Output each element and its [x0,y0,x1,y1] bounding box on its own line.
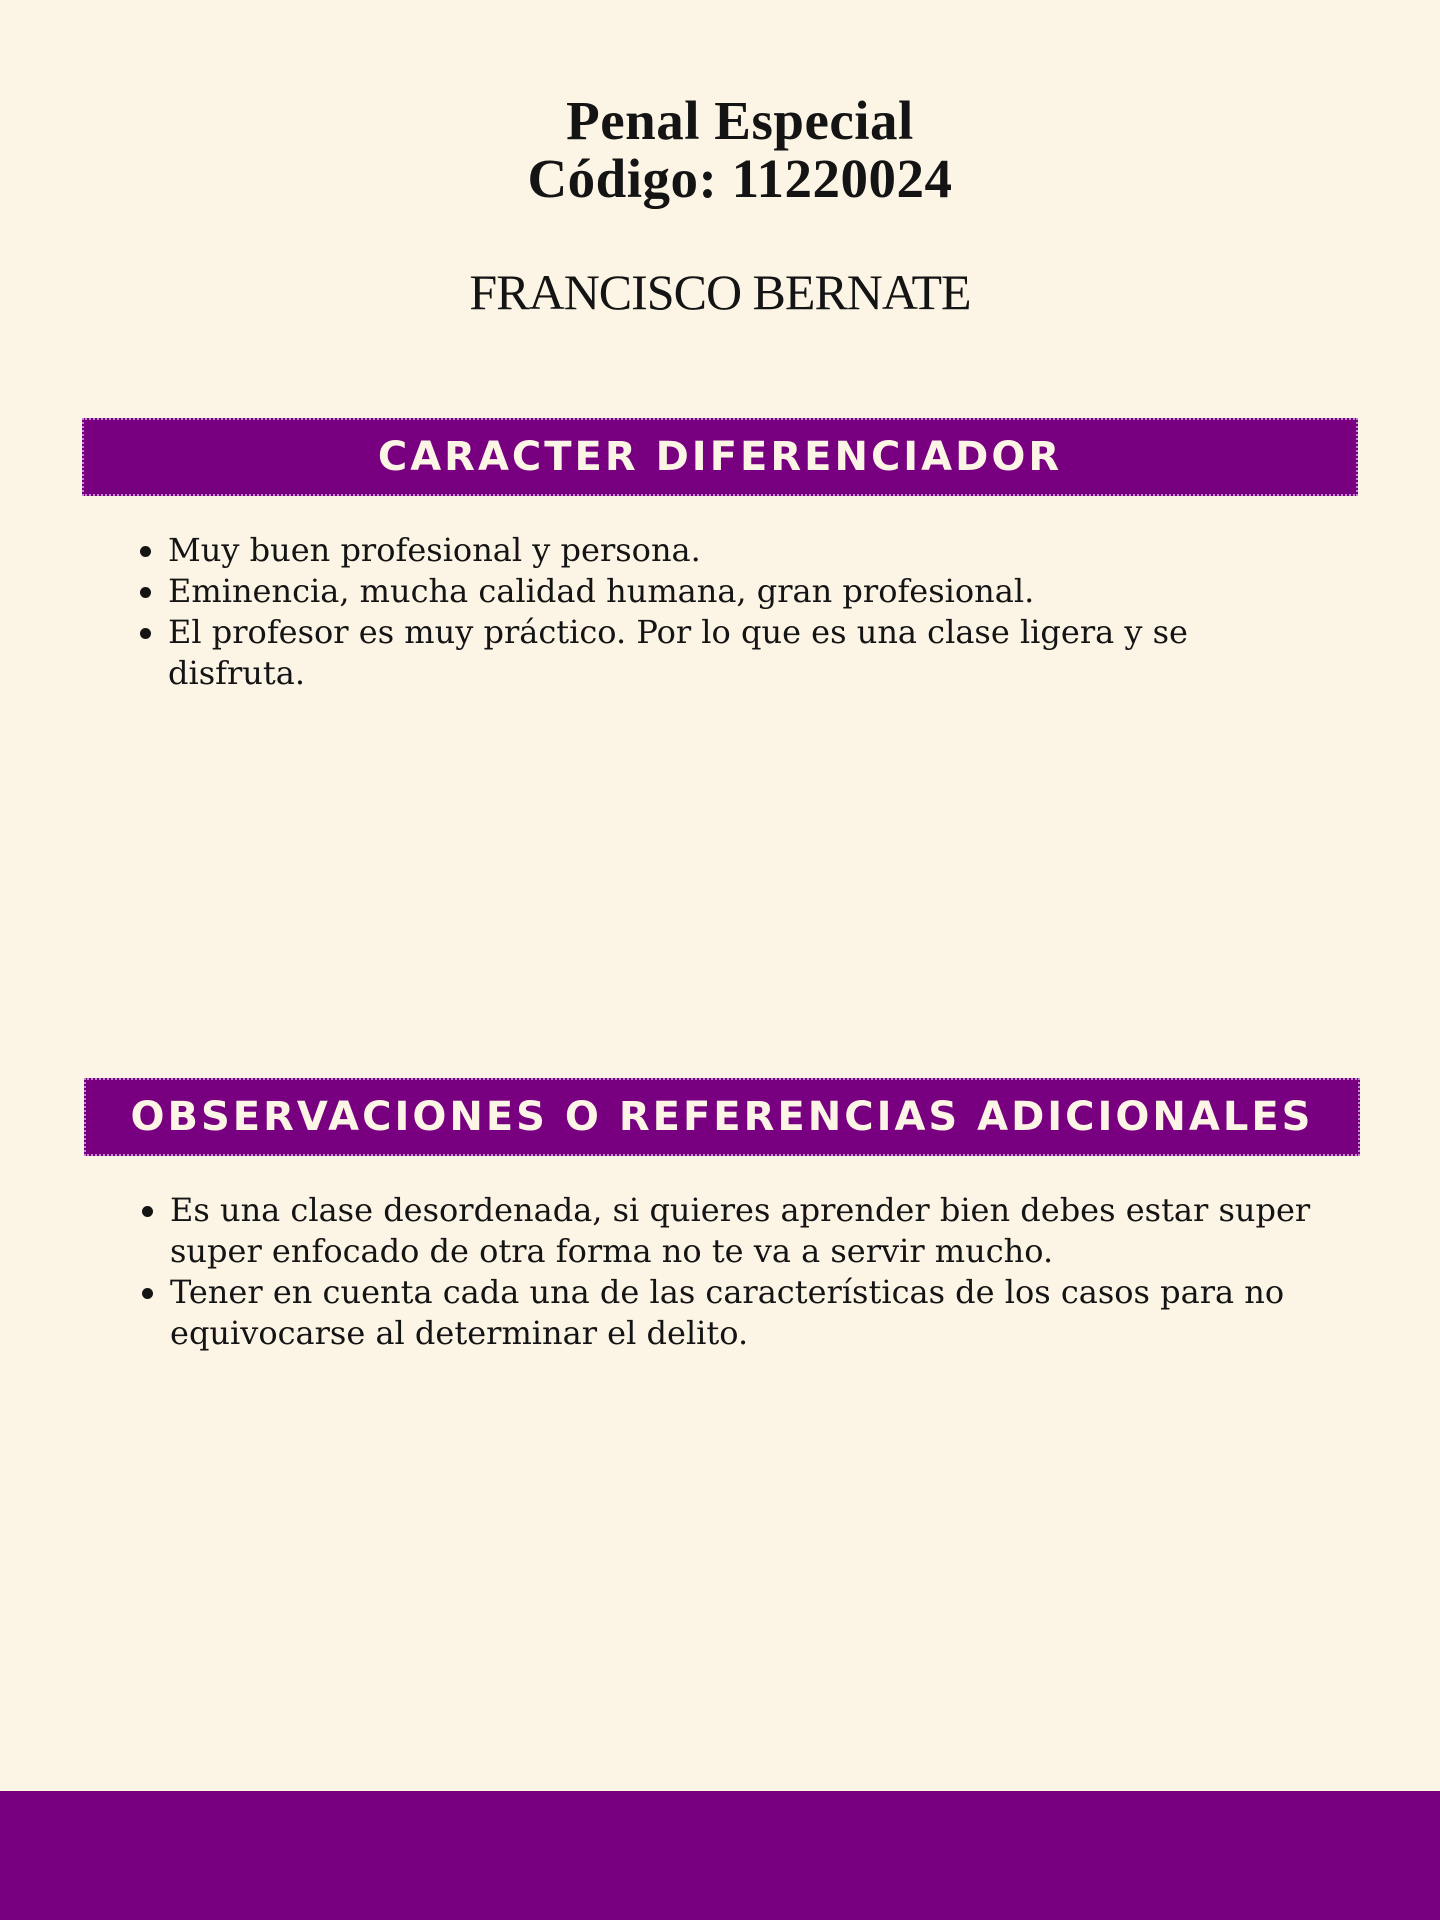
list-item: Es una clase desordenada, si quieres aprender bien debes estar super super enfocado de otra forma no te va a servir mucho. [140,1190,1360,1272]
list-item: Eminencia, mucha calidad humana, gran profesional. [138,571,1258,612]
course-code: Código: 11220024 [527,148,953,209]
course-title: Penal Especial [566,90,914,151]
section-heading-caracter [82,418,1358,496]
section-heading-label: CARACTER DIFERENCIADOR [377,434,1063,480]
caracter-list [138,530,1258,694]
section-heading-label: OBSERVACIONES O REFERENCIAS ADICIONALES [130,1094,1314,1140]
list-item: El profesor es muy práctico. Por lo que es una clase ligera y se disfruta. [138,612,1258,694]
list-item: Tener en cuenta cada una de las características de los casos para no equivocarse al determinar el delito. [140,1272,1360,1354]
header [0,92,1440,208]
footer-band [0,1791,1440,1920]
observaciones-list [140,1190,1360,1354]
professor-name: FRANCISCO BERNATE [469,264,971,320]
list-item: Muy buen profesional y persona. [138,530,1258,571]
section-heading-observaciones [84,1078,1360,1156]
